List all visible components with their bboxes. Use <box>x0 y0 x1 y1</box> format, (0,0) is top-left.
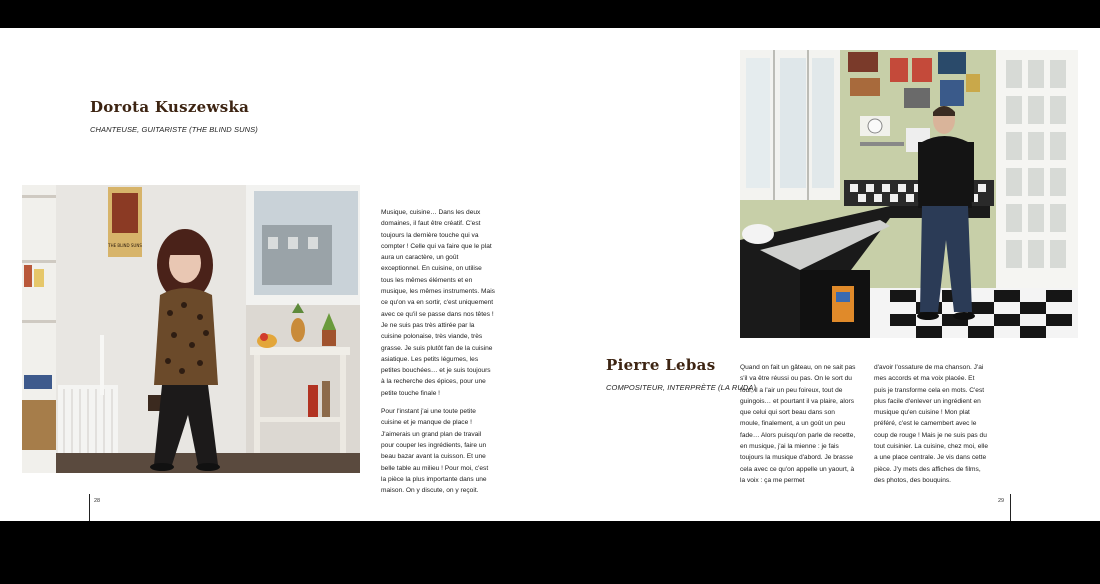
pierre-photo <box>740 50 1078 338</box>
left-paragraph: Pour l'instant j'ai une toute petite cuisine et je manque de place ! J'aimerais un grand plan de travail pour couper les ingrédients, faire un beau bazar avant la cuisson. Et une belle table au milieu ! Pour moi, c'est la pièce la plus importante dans une maison. On y discute, on y reçoit. <box>381 408 489 495</box>
left-person-role: CHANTEUSE, GUITARISTE (THE BLIND SUNS) <box>90 125 258 134</box>
poster-text: THE BLIND SUNS <box>108 243 142 248</box>
right-person-name: Pierre Lebas <box>606 356 716 374</box>
right-article-column-2 <box>874 362 988 493</box>
right-article-column-1 <box>740 362 856 493</box>
left-paragraph: Musique, cuisine… Dans les deux domaines, il faut être créatif. C'est toujours la dernière touche qui va compter ! Celle qui va faire que le plat aura un caractère, un goût exceptionnel. En cuisine, on utilise tous les mêmes éléments et en musique, les mêmes instruments. Mais ce qu'on va en sortir, c'est uniquement avec ce qu'il se passe dans nos têtes ! Je ne suis pas très attirée par la cuisine polonaise, très viande, très grasse. Je suis plutôt fan de la cuisine asiatique. Les petits légumes, les petites bouchées… et je suis toujours à la recherche des épices, pour une petite touche finale ! <box>381 209 495 397</box>
right-person-role: COMPOSITEUR, INTERPRÈTE (LA RUDA) <box>606 383 757 392</box>
left-article-body <box>381 207 495 503</box>
magazine-spread <box>0 28 1100 521</box>
right-column-2-text: d'avoir l'ossature de ma chanson. J'ai mes accords et ma voix placée. Et puis je transforme cela en mots. C'est plus facile d'enlever un ingrédient en musique qu'en cuisine ! Mon plat préféré, c'est le camembert avec le coup de rouge ! Mais je ne suis pas du tout cuisinier. La cuisine, chez moi, elle a une place centrale. Je vis dans cette pièce. J'y mets des affiches de films, des photos, des bouquins. <box>874 364 988 484</box>
right-column-1-text: Quand on fait un gâteau, on ne sait pas s'il va être réussi ou pas. On le sort du four, il a l'air un peu foireux, tout de guingois… et pourtant il va plaire, alors que celui qui sort beau dans son moule, finalement, a un goût un peu fade… Alors puisqu'on parle de recette, en musique, j'ai la mienne : je fais toujours la musique d'abord. Je brasse cela avec ce qu'on appelle un yaourt, à la voix : ça me permet <box>740 364 856 484</box>
right-page-rule <box>1010 494 1011 521</box>
left-page-rule <box>89 494 90 521</box>
left-page-number: 28 <box>94 498 101 504</box>
dorota-photo <box>22 185 360 473</box>
left-person-name: Dorota Kuszewska <box>90 98 250 116</box>
right-page-number: 29 <box>998 498 1005 504</box>
